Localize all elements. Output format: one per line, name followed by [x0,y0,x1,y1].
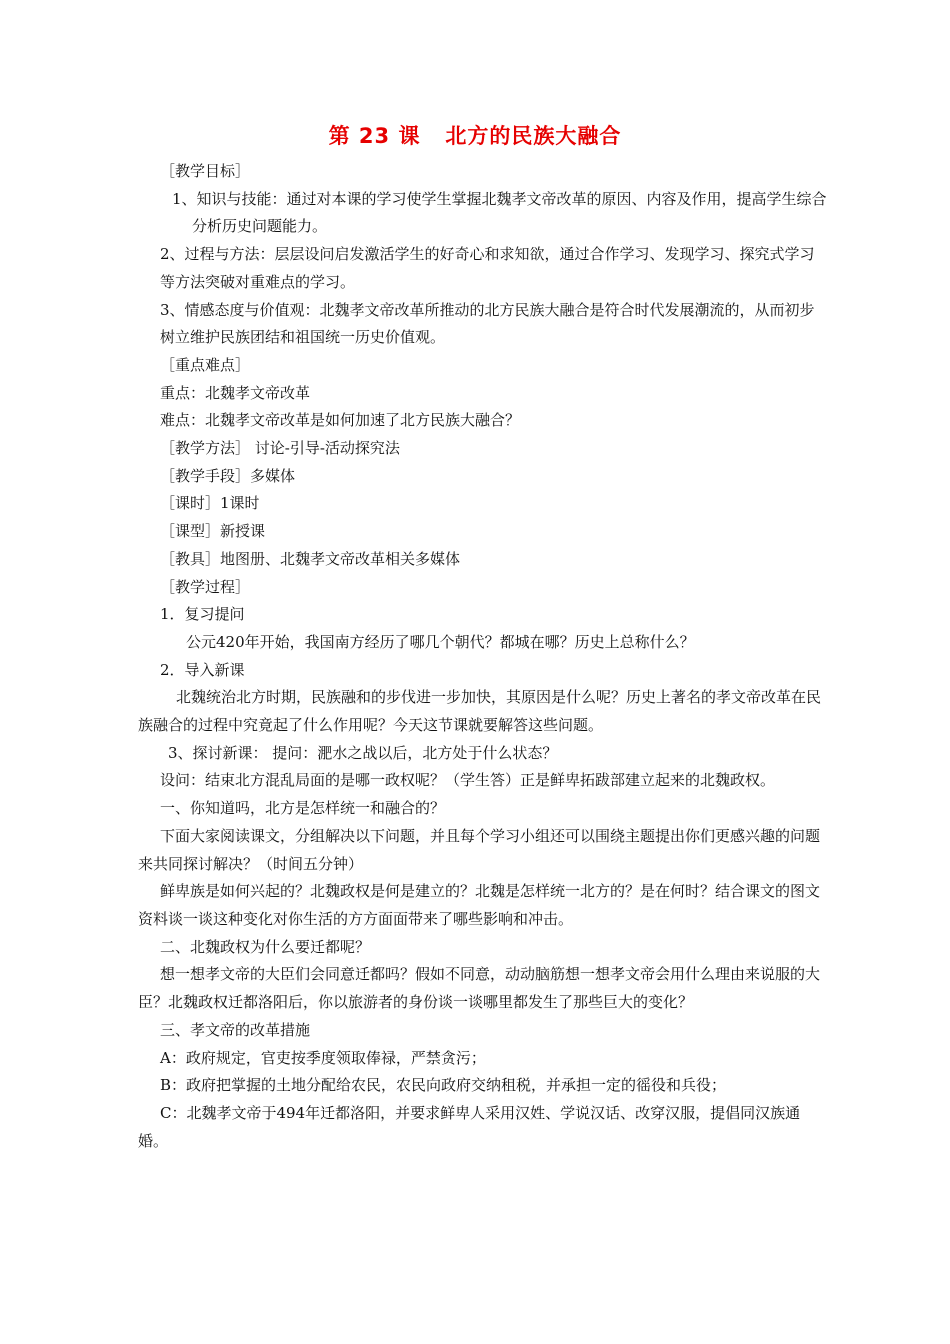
paragraph-teaching-means: ［教学手段］多媒体 [160,466,296,485]
document-body [138,158,828,1155]
section-heading-process: ［教学过程］ [160,577,251,596]
paragraph-new-lesson: 3、探讨新课： 提问：淝水之战以后，北方处于什么状态？ [168,743,558,762]
section-heading-unification: 一、你知道吗，北方是怎样统一和融合的？ [160,799,446,818]
paragraph-xianbei-questions: 鲜卑族是如何兴起的？北魏政权是何是建立的？北魏是怎样统一北方的？是在何时？结合课文的图文资料谈一谈这种变化对你生活的方方面面带来了哪些影响和冲击。 [138,882,821,928]
section-heading-key-points: ［重点难点］ [160,355,251,374]
reform-item-b: B：政府把掌握的土地分配给农民，农民向政府交纳租税，并承担一定的徭役和兵役； [160,1076,727,1095]
paragraph-teaching-method: ［教学方法］ 讨论-引导-活动探究法 [160,439,400,458]
section-heading-objectives: ［教学目标］ [160,162,251,180]
paragraph-difficult-point: 难点：北魏孝文帝改革是如何加速了北方民族大融合？ [160,411,521,430]
section-heading-reforms: 三、孝文帝的改革措施 [160,1020,311,1039]
paragraph-class-type: ［课型］新授课 [160,522,266,541]
paragraph-process-methods: 2、过程与方法：层层设问启发激活学生的好奇心和求知欲，通过合作学习、发现学习、探究式学习等方法突破对重难点的学习。 [160,245,815,291]
paragraph-review-heading: 1．复习提问 [160,605,245,624]
paragraph-teaching-aids: ［教具］地图册、北魏孝文帝改革相关多媒体 [160,549,461,568]
paragraph-key-point: 重点：北魏孝文帝改革 [160,383,311,402]
reform-item-c: C：北魏孝文帝于494年迁都洛阳，并要求鲜卑人采用汉姓、学说汉话、改穿汉服，提倡同汉族通婚。 [138,1103,801,1150]
paragraph-intro-heading: 2．导入新课 [160,660,245,679]
paragraph-knowledge-skills: 1、知识与技能：通过对本课的学习使学生掌握北魏孝文帝改革的原因、内容及作用，提高学生综合分析历史问题能力。 [172,189,827,236]
paragraph-capital-move-questions: 想一想孝文帝的大臣们会同意迁都吗？假如不同意，动动脑筋想一想孝文帝会用什么理由来说服的大臣？北魏政权迁都洛阳后，你以旅游者的身份谈一谈哪里都发生了那些巨大的变化？ [138,965,821,1012]
paragraph-question: 设问：结束北方混乱局面的是哪一政权呢？（学生答）正是鲜卑拓跋部建立起来的北魏政权。 [160,771,776,790]
document-title: 第 23 课 北方的民族大融合 [328,124,622,148]
paragraph-values: 3、情感态度与价值观：北魏孝文帝改革所推动的北方民族大融合是符合时代发展潮流的，从而初步树立维护民族团结和祖国统一历史价值观。 [160,300,815,347]
section-heading-capital-move: 二、北魏政权为什么要迁都呢？ [160,937,371,956]
paragraph-group-reading: 下面大家阅读课文，分组解决以下问题，并且每个学习小组还可以围绕主题提出你们更感兴趣的问题来共同探讨解决？（时间五分钟） [138,826,821,873]
reform-item-a: A：政府规定，官吏按季度领取俸禄，严禁贪污； [160,1048,486,1067]
paragraph-review-question: 公元420年开始，我国南方经历了哪几个朝代？都城在哪？历史上总称什么？ [186,632,695,651]
paragraph-intro-text: 北魏统治北方时期，民族融和的步伐进一步加快，其原因是什么呢？历史上著名的孝文帝改革在民族融合的过程中究竟起了什么作用呢？今天这节课就要解答这些问题。 [138,688,822,735]
paragraph-class-hours: ［课时］1课时 [160,494,260,513]
